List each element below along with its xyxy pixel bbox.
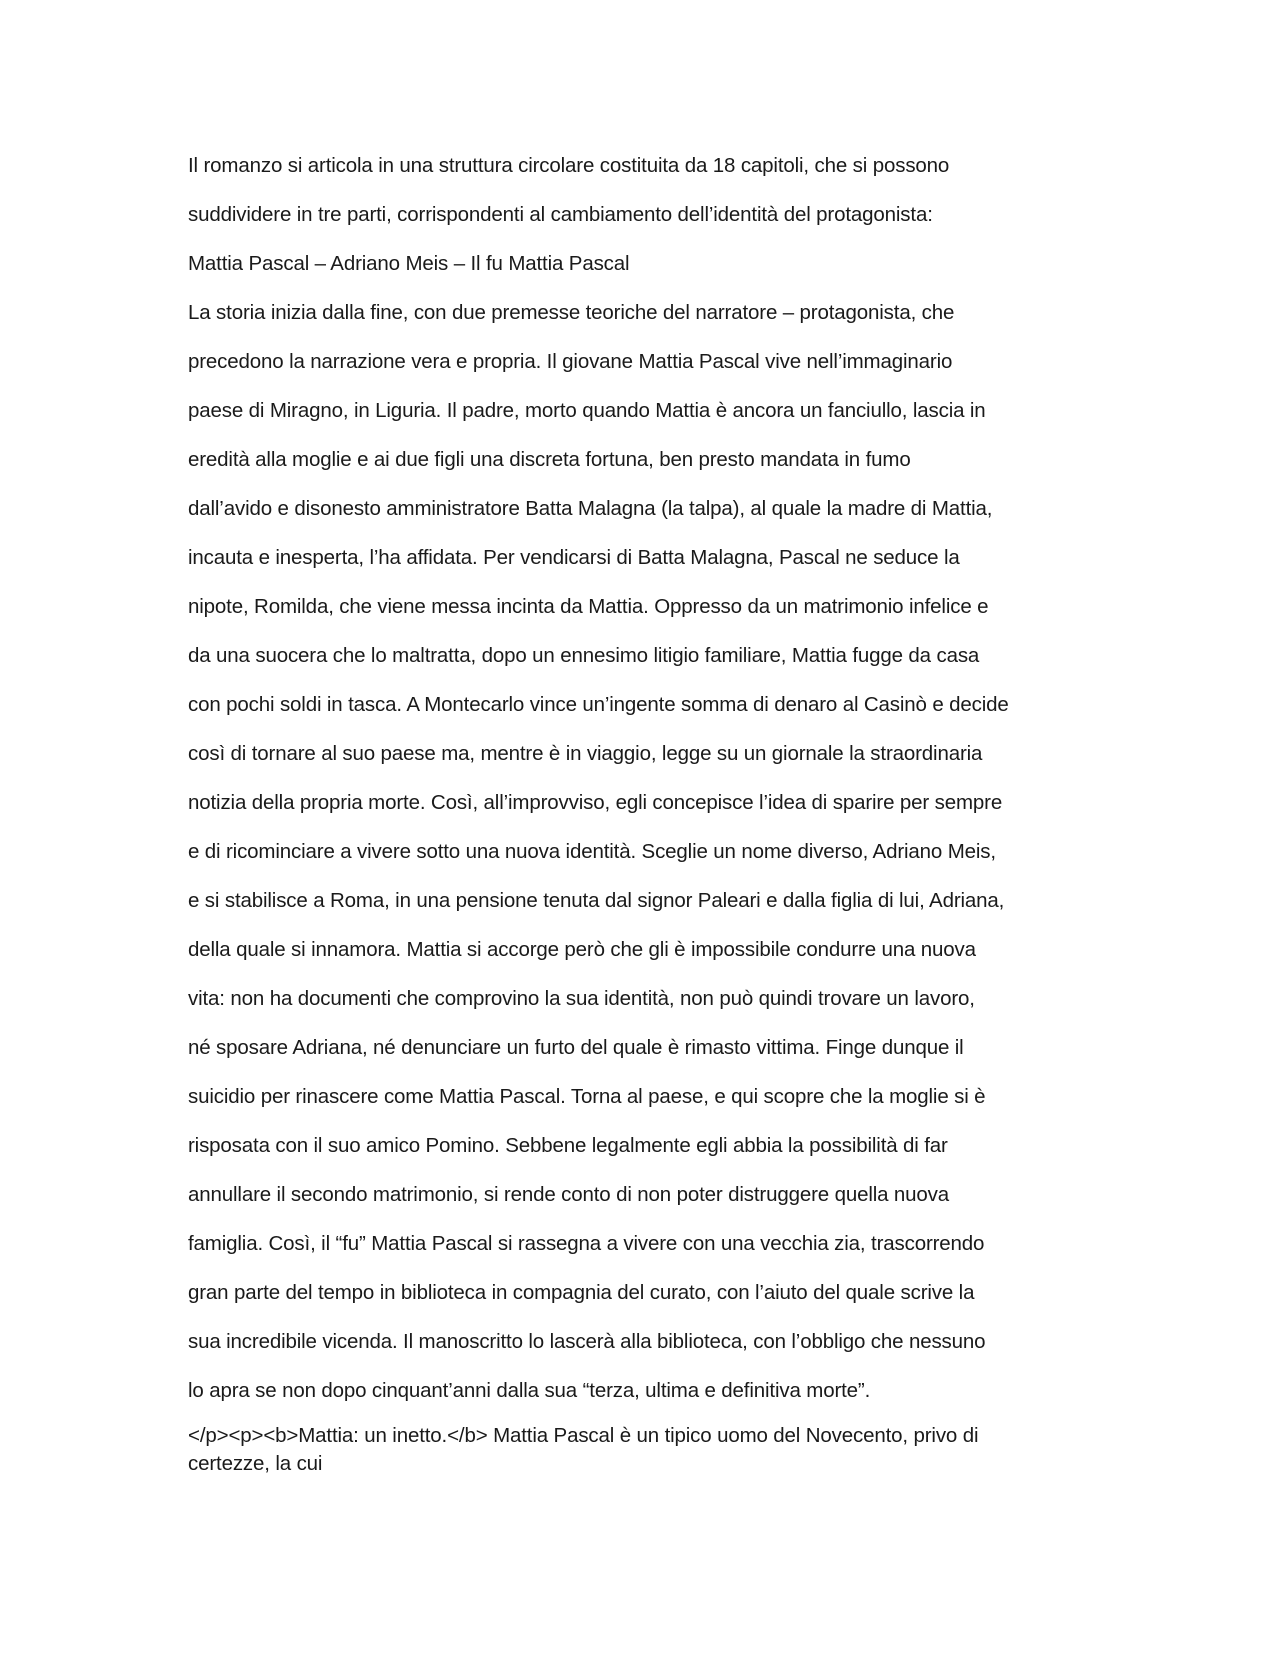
text-line: della quale si innamora. Mattia si accorge però che gli è impossibile condurre una nuova [188, 938, 976, 961]
text-line: sua incredibile vicenda. Il manoscritto lo lascerà alla biblioteca, con l’obbligo che nessuno [188, 1330, 986, 1353]
text-line: suddividere in tre parti, corrispondenti al cambiamento dell’identità del protagonista: [188, 203, 933, 226]
text-line: così di tornare al suo paese ma, mentre è in viaggio, legge su un giornale la straordinaria [188, 742, 983, 765]
text-line: annullare il secondo matrimonio, si rende conto di non poter distruggere quella nuova [188, 1183, 950, 1206]
text-line: suicidio per rinascere come Mattia Pascal. Torna al paese, e qui scopre che la moglie si è [188, 1085, 986, 1108]
text-line: da una suocera che lo maltratta, dopo un ennesimo litigio familiare, Mattia fugge da casa [188, 644, 980, 667]
text-line: Mattia Pascal – Adriano Meis – Il fu Mattia Pascal [188, 252, 630, 275]
raw-markup-line: </p><p><b>Mattia: un inetto.</b> Mattia Pascal è un tipico uomo del Novecento, privo di [188, 1424, 979, 1447]
text-line: dall’avido e disonesto amministratore Batta Malagna (la talpa), al quale la madre di Mattia, [188, 497, 993, 520]
text-line: notizia della propria morte. Così, all’improvviso, egli concepisce l’idea di sparire per sempre [188, 791, 1003, 814]
text-line: e di ricominciare a vivere sotto una nuova identità. Sceglie un nome diverso, Adriano Meis, [188, 840, 996, 863]
text-line: La storia inizia dalla fine, con due premesse teoriche del narratore – protagonista, che [188, 301, 955, 324]
text-line: Il romanzo si articola in una struttura circolare costituita da 18 capitoli, che si possono [188, 154, 950, 177]
text-line: gran parte del tempo in biblioteca in compagnia del curato, con l’aiuto del quale scrive la [188, 1281, 975, 1304]
text-line: precedono la narrazione vera e propria. Il giovane Mattia Pascal vive nell’immaginario [188, 350, 953, 373]
text-line: vita: non ha documenti che comprovino la sua identità, non può quindi trovare un lavoro, [188, 987, 975, 1010]
text-line: né sposare Adriana, né denunciare un furto del quale è rimasto vittima. Finge dunque il [188, 1036, 964, 1059]
text-line: nipote, Romilda, che viene messa incinta da Mattia. Oppresso da un matrimonio infelice e [188, 595, 989, 618]
text-line: famiglia. Così, il “fu” Mattia Pascal si rassegna a vivere con una vecchia zia, trascorrendo [188, 1232, 985, 1255]
text-line: paese di Miragno, in Liguria. Il padre, morto quando Mattia è ancora un fanciullo, lascia in [188, 399, 986, 422]
text-line: incauta e inesperta, l’ha affidata. Per vendicarsi di Batta Malagna, Pascal ne seduce la [188, 546, 960, 569]
text-line: eredità alla moglie e ai due figli una discreta fortuna, ben presto mandata in fumo [188, 448, 911, 471]
document-body [188, 148, 1058, 1478]
text-line: con pochi soldi in tasca. A Montecarlo vince un’ingente somma di denaro al Casinò e decide [188, 693, 1009, 716]
text-line: lo apra se non dopo cinquant’anni dalla sua “terza, ultima e definitiva morte”. [188, 1379, 871, 1402]
text-line: risposata con il suo amico Pomino. Sebbene legalmente egli abbia la possibilità di far [188, 1134, 948, 1157]
raw-markup-line: certezze, la cui [188, 1452, 323, 1475]
text-line: e si stabilisce a Roma, in una pensione tenuta dal signor Paleari e dalla figlia di lui, Adriana, [188, 889, 1005, 912]
